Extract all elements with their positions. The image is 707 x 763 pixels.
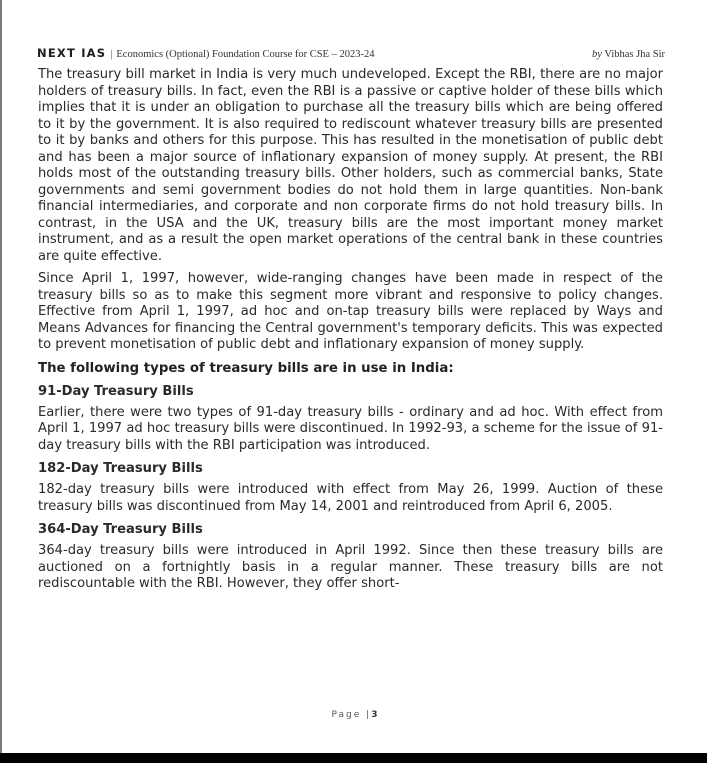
- page-content: [38, 67, 663, 599]
- section-text-364-day: 364-day treasury bills were introduced in April 1992. Since then these treasury bills are auctioned on a fortnightly basis in a regular manner. These treasury bills are not rediscountable with the RBI. However, they offer short-: [38, 543, 663, 591]
- section-text-91-day: Earlier, there were two types of 91-day treasury bills - ordinary and ad hoc. With effect from April 1, 1997 ad hoc treasury bills were discontinued. In 1992-93, a scheme for the issue of 91-day treasury bills with the RBI participation was introduced.: [38, 404, 663, 453]
- header-separator: |: [110, 49, 113, 60]
- course-title: Economics (Optional) Foundation Course for CSE – 2023-24: [116, 49, 375, 60]
- paragraph: The treasury bill market in India is very much undeveloped. Except the RBI, there are no major holders of treasury bills. In fact, even the RBI is a passive or captive holder of these bills which implies that it is under an obligation to purchase all the treasury bills which are being offered to it by the government. It is also required to rediscount whatever treasury bills are presented to it by banks and others for this purpose. This has resulted in the monetisation of public debt and has been a major source of inflationary expansion of money supply. At present, the RBI holds most of the outstanding treasury bills. Other holders, such as commercial banks, State governments and semi government bodies do not hold them in large quantities. Non-bank financial intermediaries, and corporate and non corporate firms do not hold treasury bills. In contrast, in the USA and the UK, treasury bills are the most important money market instrument, and as a result the open market operations of the central bank in these countries are quite effective.: [38, 67, 663, 264]
- section-heading-364-day: 364-Day Treasury Bills: [38, 522, 203, 537]
- header-left: [37, 46, 374, 60]
- author-prefix: by: [592, 49, 602, 60]
- page-footer: [2, 710, 707, 720]
- page-separator: |: [366, 710, 372, 720]
- section-text-182-day: 182-day treasury bills were introduced with effect from May 26, 1999. Auction of these treasury bills was discontinued from May 14, 2001 and reintroduced from April 6, 2005.: [38, 482, 663, 514]
- paragraph: Since April 1, 1997, however, wide-ranging changes have been made in respect of the treasury bills so as to make this segment more vibrant and responsive to policy changes. Effective from April 1, 1997, ad hoc and on-tap treasury bills were replaced by Ways and Means Advances for financing the Central government's temporary deficits. This was expected to prevent monetisation of public debt and inflationary expansion of money supply.: [38, 271, 663, 352]
- section-heading-182-day: 182-Day Treasury Bills: [38, 461, 203, 476]
- page-number: 3: [371, 710, 380, 720]
- author-name: Vibhas Jha Sir: [604, 49, 665, 60]
- page-header: [37, 46, 665, 64]
- viewer-bottom-edge: [0, 753, 707, 763]
- types-heading: The following types of treasury bills are in use in India:: [38, 360, 454, 376]
- author-credit: [592, 49, 665, 60]
- brand-logo: NEXT IAS: [37, 46, 107, 60]
- section-heading-91-day: 91-Day Treasury Bills: [38, 383, 194, 399]
- page-label: Page: [331, 710, 362, 720]
